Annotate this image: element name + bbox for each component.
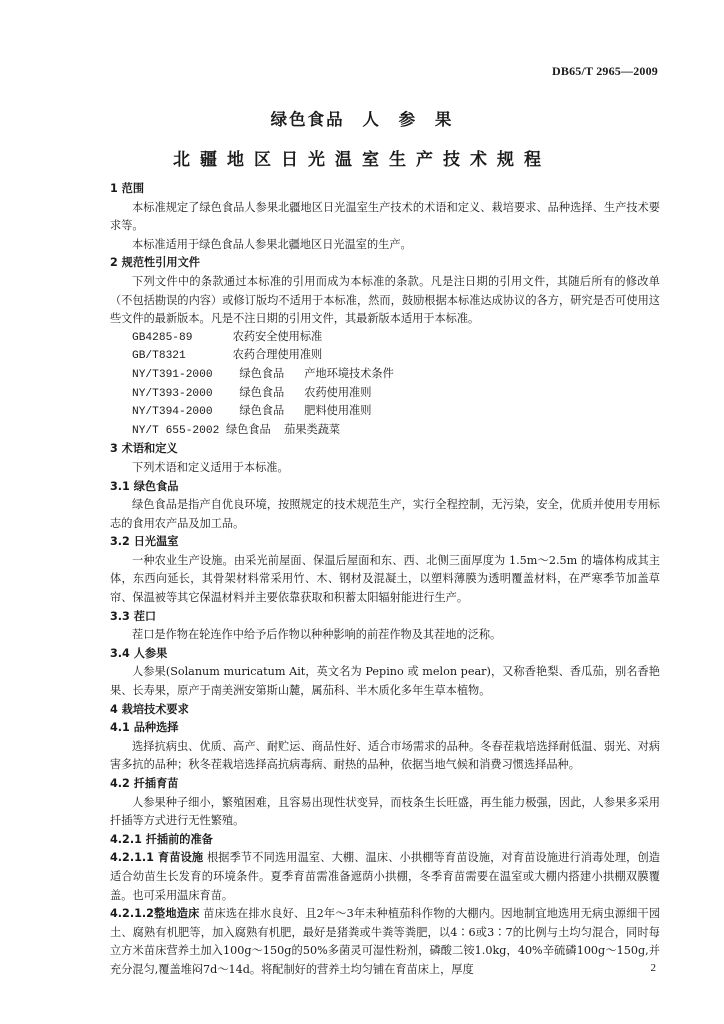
- paragraph: 下列术语和定义适用于本标准。: [132, 460, 289, 474]
- paragraph: 茬口是作物在轮连作中给予后作物以种种影响的前茬作物及其茬地的泛称。: [132, 628, 502, 642]
- section-heading: 4 栽培技术要求: [110, 702, 189, 716]
- paragraph: 本标准适用于绿色食品人参果北疆地区日光温室的生产。: [132, 237, 412, 251]
- paragraph: 选择抗病虫、优质、高产、耐贮运、商品性好、适合市场需求的品种。冬春茬栽培选择耐低温、弱光、对病害多抗的品种；秋冬茬栽培选择高抗病毒病、耐热的品种，依据当地气候和消费习惯选择品种。: [110, 739, 660, 772]
- subsection-heading: 3.3 茬口: [110, 609, 157, 623]
- section-heading: 1 范围: [110, 182, 145, 195]
- paragraph: [110, 849, 660, 905]
- reference-item: NY/T393-2000 绿色食品 农药使用准则: [132, 387, 372, 400]
- subsection-heading: 3.1 绿色食品: [110, 479, 179, 493]
- document-code: DB65/T 2965—2009: [552, 64, 658, 78]
- document-title: 绿色食品 人 参 果: [270, 110, 454, 129]
- paragraph: 一种农业生产设施。由采光前屋面、保温后屋面和东、西、北侧三面厚度为 1.5m～2.5m 的墙体构成其主体，东西向延长，其骨架材料常采用竹、木、钢材及混凝土，以塑料薄膜为透明覆盖材料，在严寒季节加盖草帘、保温被等其它保温材料并主要依靠获取和积蓄太阳辐射能进行生产。: [110, 553, 660, 605]
- paragraph: 人参果种子细小，繁殖困难，且容易出现性状变异，而枝条生长旺盛，再生能力极强，因此，人参果多采用扦插等方式进行无性繁殖。: [110, 795, 660, 828]
- clause-label: 4.2.1.2整地造床: [110, 907, 200, 921]
- subsection-heading: 3.4 人参果: [110, 646, 168, 660]
- reference-item: GB/T8321 农药合理使用准则: [132, 350, 323, 363]
- reference-item: NY/T 655-2002 绿色食品 茄果类蔬菜: [132, 424, 341, 437]
- subsection-heading: 4.1 品种选择: [110, 721, 179, 735]
- subsection-heading: 3.2 日光温室: [110, 535, 179, 549]
- document-body: [110, 180, 660, 980]
- subsection-heading: 4.2 扦插育苗: [110, 777, 179, 790]
- clause-text: 根据季节不同选用温室、大棚、温床、小拱棚等育苗设施，对育苗设施进行消毒处理，创造适合幼苗生长发育的环境条件。夏季育苗需准备遮荫小拱棚，冬季育苗需要在温室或大棚内搭建小拱棚双膜覆盖。也可采用温床育苗。: [110, 851, 660, 902]
- section-heading: 3 术语和定义: [110, 442, 178, 456]
- paragraph: 本标准规定了绿色食品人参果北疆地区日光温室生产技术的术语和定义、栽培要求、品种选择、生产技术要求等。: [110, 200, 660, 233]
- paragraph: [110, 905, 660, 979]
- page-number: 2: [650, 962, 656, 974]
- paragraph: 绿色食品是指产自优良环境，按照规定的技术规范生产，实行全程控制，无污染，安全，优质并使用专用标志的食用农产品及加工品。: [110, 498, 660, 530]
- document-subtitle: 北疆地区日光温室生产技术规程: [173, 150, 551, 170]
- reference-item: NY/T394-2000 绿色食品 肥料使用准则: [132, 406, 372, 419]
- reference-item: NY/T391-2000 绿色食品 产地环境技术条件: [132, 368, 394, 381]
- section-heading: 2 规范性引用文件: [110, 256, 200, 270]
- paragraph: 人参果(Solanum muricatum Ait，英文名为 Pepino 或 melon pear)，又称香艳梨、香瓜茄，别名香艳果、长寿果，原产于南美洲安第斯山麓，属茄科、半木质化多年生草本植物。: [110, 665, 660, 698]
- clause-text: 苗床选在排水良好、且2年～3年未种植茄科作物的大棚内。因地制宜地选用无病虫源细干园土、腐熟有机肥等，加入腐熟有机肥，最好是猪粪或牛粪等粪肥，以4∶6或3∶7的比例与土均匀混合，同时每立方米苗床营养土加入100g～150g的50%多菌灵可湿性粉剂，磷酸二铵1.0kg，40%辛硫磷100g～150g,并充分混匀,覆盖堆闷7d～14d。将配制好的营养土均匀铺在育苗床上，厚度: [110, 907, 661, 976]
- reference-item: GB4285-89 农药安全使用标准: [132, 331, 323, 344]
- paragraph: 下列文件中的条款通过本标准的引用而成为本标准的条款。凡是注日期的引用文件，其随后所有的修改单（不包括勘误的内容）或修订版均不适用于本标准，然而，鼓励根据本标准达成协议的各方，研究是否可使用这些文件的最新版本。凡是不注日期的引用文件，其最新版本适用于本标准。: [110, 274, 660, 326]
- subsection-heading: 4.2.1 扦插前的准备: [110, 832, 213, 846]
- clause-label: 4.2.1.1 育苗设施: [110, 851, 204, 865]
